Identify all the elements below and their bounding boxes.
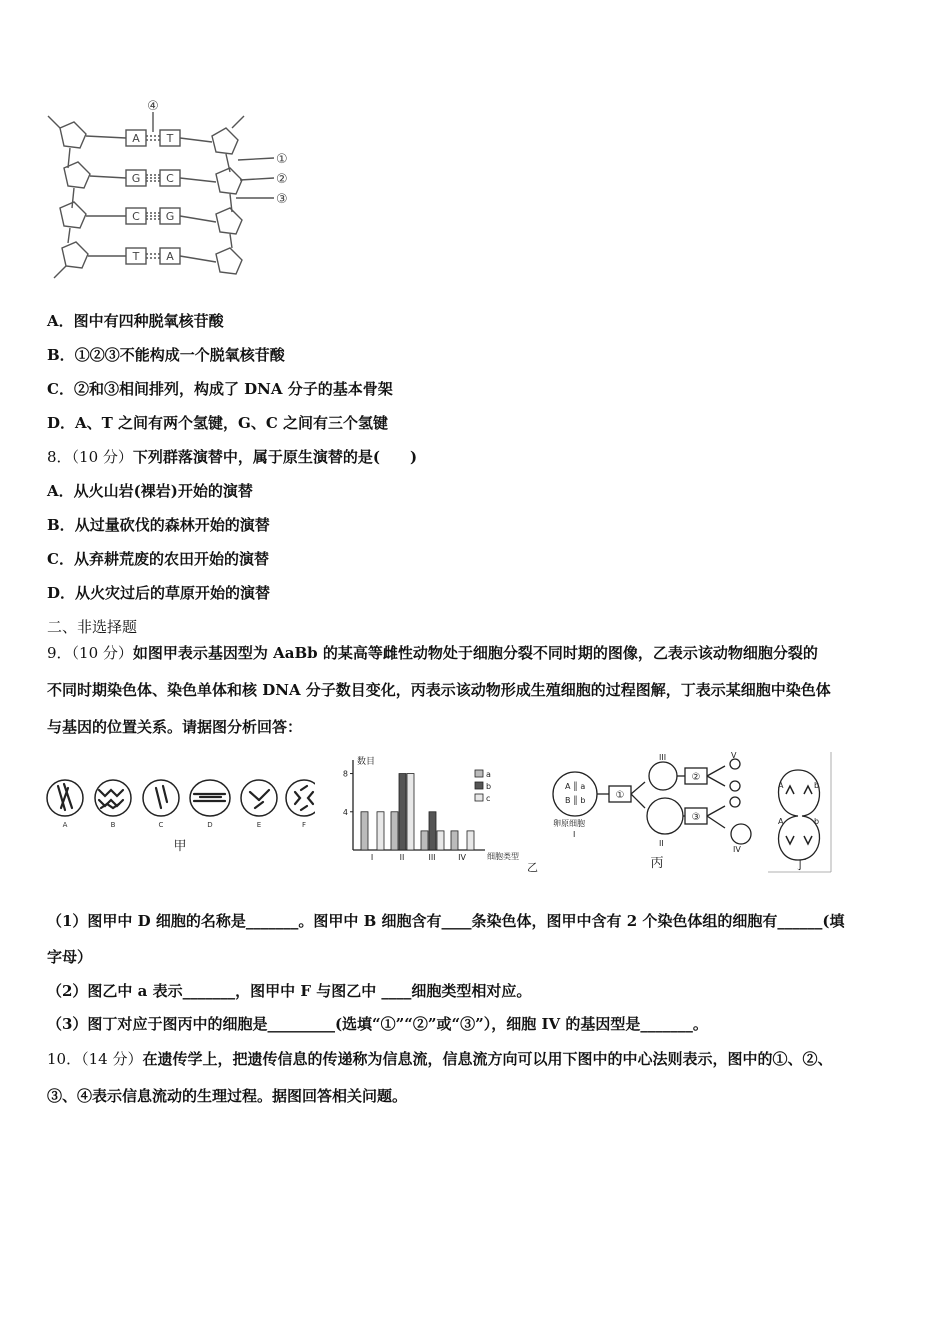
base-label: G bbox=[131, 172, 141, 185]
y-tick-label: 4 bbox=[342, 807, 348, 817]
q8-option-b: B．从过量砍伐的森林开始的演替 bbox=[47, 516, 270, 534]
gene-label: A ║ a bbox=[565, 782, 586, 791]
q7-option-c: C．②和③相间排列，构成了 DNA 分子的基本骨架 bbox=[47, 380, 393, 398]
step-label: ② bbox=[691, 772, 701, 783]
q10-stem-line2: ③、④表示信息流动的生理过程。据图回答相关问题。 bbox=[47, 1087, 408, 1105]
bar-c-IV bbox=[467, 831, 474, 850]
gene-label: b bbox=[814, 817, 820, 826]
step-label: ① bbox=[615, 790, 625, 801]
marker-label: ④ bbox=[147, 99, 159, 114]
deoxyribose-left-4 bbox=[62, 242, 88, 268]
base-label: G bbox=[165, 210, 175, 223]
q8-option-a: A．从火山岩(裸岩)开始的演替 bbox=[47, 482, 253, 500]
x-tick-label: III bbox=[428, 853, 436, 862]
gene-label: A bbox=[778, 781, 784, 790]
bar-a-III bbox=[421, 831, 428, 850]
bar-c-II bbox=[407, 774, 414, 850]
x-tick-label: II bbox=[399, 853, 405, 862]
legend-swatch-a bbox=[475, 770, 483, 777]
bar-a-IV bbox=[451, 831, 458, 850]
deoxyribose-right-1 bbox=[212, 128, 238, 154]
q7-option-b: B．①②③不能构成一个脱氧核苷酸 bbox=[47, 346, 285, 364]
gene-label: A bbox=[778, 817, 784, 826]
q9-sub1-line1: （1）图甲中 D 细胞的名称是_______。图甲中 B 细胞含有____条染色体，图甲中含有 2 个染色体组的细胞有______(填 bbox=[47, 912, 845, 930]
cell-label: E bbox=[256, 821, 262, 829]
cell-label: F bbox=[301, 821, 307, 829]
q9-sub1-line2: 字母） bbox=[47, 948, 93, 966]
q9-stem-line1: 9．（10 分）如图甲表示基因型为 AaBb 的某高等雌性动物处于细胞分裂不同时期的图像，乙表示该动物细胞分裂的 bbox=[47, 644, 818, 662]
deoxyribose-right-2 bbox=[216, 168, 242, 194]
gene-label: b bbox=[814, 781, 820, 790]
cell-c bbox=[143, 780, 179, 816]
x-tick-label: I bbox=[370, 853, 374, 862]
figure-caption: 乙 bbox=[527, 861, 538, 874]
legend-swatch-c bbox=[475, 794, 483, 801]
gene-label: B ║ b bbox=[565, 796, 586, 805]
deoxyribose-left-3 bbox=[60, 202, 86, 228]
numeral-label: I bbox=[573, 830, 576, 839]
q8-option-d: D．从火灾过后的草原开始的演替 bbox=[47, 584, 271, 602]
q9-sub2: （2）图乙中 a 表示_______，图甲中 F 与图乙中 ____细胞类型相对应。 bbox=[47, 982, 532, 1000]
figure-yi-bar-chart bbox=[335, 752, 540, 874]
cell-label: B bbox=[110, 821, 116, 829]
base-label: C bbox=[166, 172, 174, 185]
numeral-label: II bbox=[659, 839, 664, 848]
q10-stem-line1: 10．（14 分）在遗传学上，把遗传信息的传递称为信息流，信息流方向可以用下图中的中心法则表示，图中的①、②、 bbox=[47, 1050, 833, 1068]
marker-label: ② bbox=[276, 172, 288, 187]
legend-swatch-b bbox=[475, 782, 483, 789]
cell-iii bbox=[649, 762, 677, 790]
q9-stem-line3: 与基因的位置关系。请据图分析回答： bbox=[47, 718, 303, 736]
q7-option-d: D．A、T 之间有两个氢键，G、C 之间有三个氢键 bbox=[47, 414, 389, 432]
q7-option-a: A．图中有四种脱氧核苷酸 bbox=[47, 312, 224, 330]
base-label: C bbox=[132, 210, 140, 223]
figure-jia-cell-division bbox=[45, 770, 315, 860]
q9-sub3: （3）图丁对应于图丙中的细胞是_________(选填“①”“②”或“③”），细胞 IV 的基因型是_______。 bbox=[47, 1015, 708, 1033]
numeral-label: III bbox=[659, 753, 667, 762]
figure-caption: 甲 bbox=[173, 839, 187, 854]
bar-a-II bbox=[391, 812, 398, 850]
legend-label-b: b bbox=[486, 782, 492, 791]
deoxyribose-left-2 bbox=[64, 162, 90, 188]
y-tick-label: 8 bbox=[342, 769, 348, 779]
base-label: T bbox=[132, 250, 140, 263]
oogonium-cell bbox=[553, 772, 597, 816]
q8-option-c: C．从弃耕荒废的农田开始的演替 bbox=[47, 550, 269, 568]
bar-c-III bbox=[437, 831, 444, 850]
bar-b-III bbox=[429, 812, 436, 850]
cell-label: C bbox=[158, 821, 164, 829]
numeral-label: IV bbox=[733, 845, 741, 854]
bar-b-II bbox=[399, 774, 406, 850]
figure-bing-process bbox=[545, 752, 780, 874]
section-heading: 二、非选择题 bbox=[47, 618, 138, 636]
figure-caption: 丁 bbox=[793, 858, 807, 873]
cell-label: D bbox=[207, 821, 213, 829]
deoxyribose-right-4 bbox=[216, 248, 242, 274]
deoxyribose-left-1 bbox=[60, 122, 86, 148]
bar-a-I bbox=[361, 812, 368, 850]
x-axis-label: 细胞类型 bbox=[487, 852, 519, 861]
legend-label-a: a bbox=[486, 770, 491, 779]
marker-label: ① bbox=[276, 152, 288, 167]
base-label: T bbox=[166, 132, 174, 145]
bar-c-I bbox=[377, 812, 384, 850]
start-cell-label: 卵原细胞 bbox=[553, 819, 585, 828]
cell-b bbox=[95, 780, 131, 816]
q8-stem: 8．（10 分）下列群落演替中，属于原生演替的是( ) bbox=[47, 448, 418, 466]
step-label: ③ bbox=[691, 812, 701, 823]
marker-label: ③ bbox=[276, 192, 288, 207]
figure-caption: 丙 bbox=[650, 856, 664, 871]
dna-structure-figure bbox=[40, 98, 300, 283]
numeral-label: V bbox=[731, 752, 737, 760]
base-label: A bbox=[132, 132, 140, 145]
legend-label-c: c bbox=[486, 794, 491, 803]
q9-stem-line2: 不同时期染色体、染色单体和核 DNA 分子数目变化，丙表示该动物形成生殖细胞的过程图解，丁表示某细胞中染色体 bbox=[47, 681, 831, 699]
cell-label: A bbox=[62, 821, 68, 829]
y-axis-label: 数目 bbox=[357, 757, 376, 767]
base-label: A bbox=[166, 250, 174, 263]
figure-ding-chromosomes bbox=[768, 752, 833, 874]
cell-e bbox=[241, 780, 277, 816]
x-tick-label: IV bbox=[458, 853, 466, 862]
deoxyribose-right-3 bbox=[216, 208, 242, 234]
cell-ii bbox=[647, 798, 683, 834]
